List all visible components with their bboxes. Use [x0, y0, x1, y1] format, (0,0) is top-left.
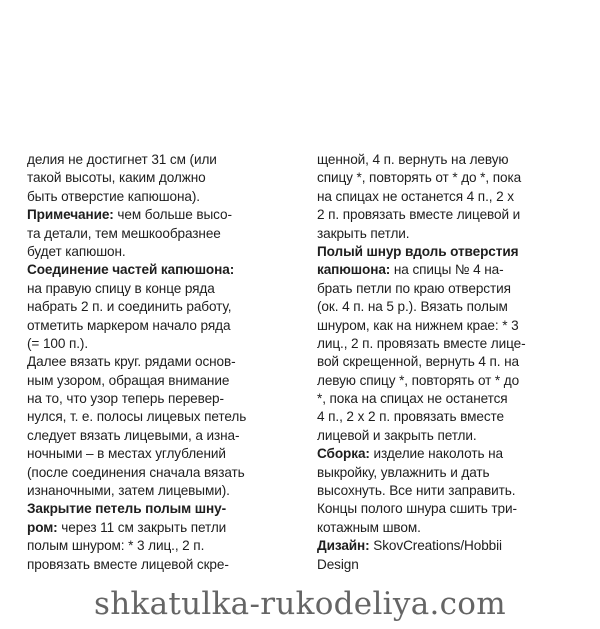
body-text: лицевой и закрыть петли.	[317, 427, 477, 443]
text-line	[317, 335, 587, 353]
body-text: на спицы № 4 на-	[390, 262, 504, 278]
text-line	[317, 427, 587, 445]
body-text: левую спицу *, повторять от * до	[317, 372, 520, 388]
body-text: набрать 2 п. и соединить работу,	[27, 299, 232, 315]
text-line	[27, 335, 302, 353]
body-text: шнуром, как на нижнем крае: * 3	[317, 317, 519, 333]
body-text: на спицах не останется 4 п., 2 х	[317, 188, 514, 204]
text-line	[317, 243, 587, 261]
text-line	[317, 353, 587, 371]
bold-heading: Дизайн:	[317, 538, 370, 554]
text-line	[27, 298, 302, 316]
text-line	[317, 372, 587, 390]
text-line	[317, 280, 587, 298]
body-text: та детали, тем мешкообразнее	[27, 225, 221, 241]
bold-heading: ром:	[27, 519, 58, 535]
body-text: делия не достигнет 31 см (или	[27, 152, 217, 167]
left-column	[27, 151, 302, 574]
site-watermark: shkatulka-rukodeliya.com	[94, 586, 506, 622]
text-line	[27, 464, 302, 482]
text-line	[27, 169, 302, 187]
text-line	[27, 408, 302, 426]
body-text: нулся, т. е. полосы лицевых петель	[27, 409, 247, 425]
body-text: котажным швом.	[317, 519, 421, 535]
body-text: 4 п., 2 х 2 п. провязать вместе	[317, 409, 504, 425]
text-line	[27, 427, 302, 445]
body-text: брать петли по краю отверстия	[317, 280, 511, 296]
text-line	[317, 390, 587, 408]
text-line	[27, 556, 302, 574]
text-line	[317, 519, 587, 537]
body-text: (ок. 4 п. на 5 р.). Вязать полым	[317, 299, 508, 315]
text-line	[27, 445, 302, 463]
body-text: провязать вместе лицевой скре-	[27, 556, 229, 572]
body-text: щенной, 4 п. вернуть на левую	[317, 152, 509, 167]
body-text: следует вязать лицевыми, а изна-	[27, 427, 240, 443]
body-text: такой высоты, каким должно	[27, 170, 206, 186]
body-text: чем больше высо-	[113, 207, 232, 223]
text-line	[27, 317, 302, 335]
body-text: ным узором, обращая внимание	[27, 372, 230, 388]
text-line	[27, 519, 302, 537]
text-line	[27, 280, 302, 298]
body-text: выкройку, увлажнить и дать	[317, 464, 490, 480]
body-text: (после соединения сначала вязать	[27, 464, 245, 480]
body-text: отметить маркером начало ряда	[27, 317, 231, 333]
text-line	[27, 206, 302, 224]
text-line	[317, 445, 587, 463]
text-line	[317, 298, 587, 316]
body-text: (= 100 п.).	[27, 335, 89, 351]
body-text: лиц., 2 п. провязать вместе лице-	[317, 335, 526, 351]
body-text: на то, что узор теперь перевер-	[27, 391, 224, 407]
text-line	[27, 372, 302, 390]
bold-heading: Сборка:	[317, 446, 370, 462]
text-line	[317, 206, 587, 224]
body-text: Концы полого шнура сшить три-	[317, 501, 517, 517]
text-line	[317, 169, 587, 187]
text-line	[317, 317, 587, 335]
text-line	[317, 482, 587, 500]
right-column	[317, 151, 587, 574]
body-text: быть отверстие капюшона).	[27, 188, 200, 204]
body-text: 2 п. провязать вместе лицевой и	[317, 207, 521, 223]
text-line	[27, 188, 302, 206]
text-line	[27, 151, 302, 169]
body-text: полым шнуром: * 3 лиц., 2 п.	[27, 538, 205, 554]
text-line	[317, 556, 587, 574]
body-text: высохнуть. Все нити заправить.	[317, 483, 516, 499]
text-line	[317, 188, 587, 206]
text-line	[317, 151, 587, 169]
bold-heading: Примечание:	[27, 207, 114, 223]
bold-heading: Закрытие петель полым шну-	[27, 501, 227, 517]
bold-heading: Соединение частей капюшона:	[27, 262, 235, 278]
text-line	[27, 261, 302, 279]
text-line	[27, 390, 302, 408]
body-text: SkovCreations/Hobbii	[369, 538, 502, 554]
text-line	[27, 225, 302, 243]
body-text: будет капюшон.	[27, 243, 126, 259]
bold-heading: Полый шнур вдоль отверстия	[317, 243, 519, 259]
text-line	[317, 408, 587, 426]
body-text: *, пока на спицах не останется	[317, 391, 508, 407]
body-text: ночными – в местах углублений	[27, 446, 226, 462]
text-line	[317, 225, 587, 243]
body-text: спицу *, повторять от * до *, пока	[317, 170, 522, 186]
body-text: Design	[317, 556, 359, 572]
body-text: через 11 см закрыть петли	[57, 519, 227, 535]
text-line	[27, 482, 302, 500]
body-text: закрыть петли.	[317, 225, 410, 241]
body-text: Далее вязать круг. рядами основ-	[27, 354, 236, 370]
body-text: изнаночными, затем лицевыми).	[27, 483, 230, 499]
text-line	[27, 537, 302, 555]
text-line	[27, 243, 302, 261]
body-text: на правую спицу в конце ряда	[27, 280, 215, 296]
text-line	[27, 500, 302, 518]
text-line	[317, 464, 587, 482]
bold-heading: капюшона:	[317, 262, 391, 278]
body-text: изделие наколоть на	[369, 446, 503, 462]
body-text: вой скрещенной, вернуть 4 п. на	[317, 354, 519, 370]
text-line	[317, 261, 587, 279]
text-line	[317, 500, 587, 518]
text-line	[317, 537, 587, 555]
text-line	[27, 353, 302, 371]
